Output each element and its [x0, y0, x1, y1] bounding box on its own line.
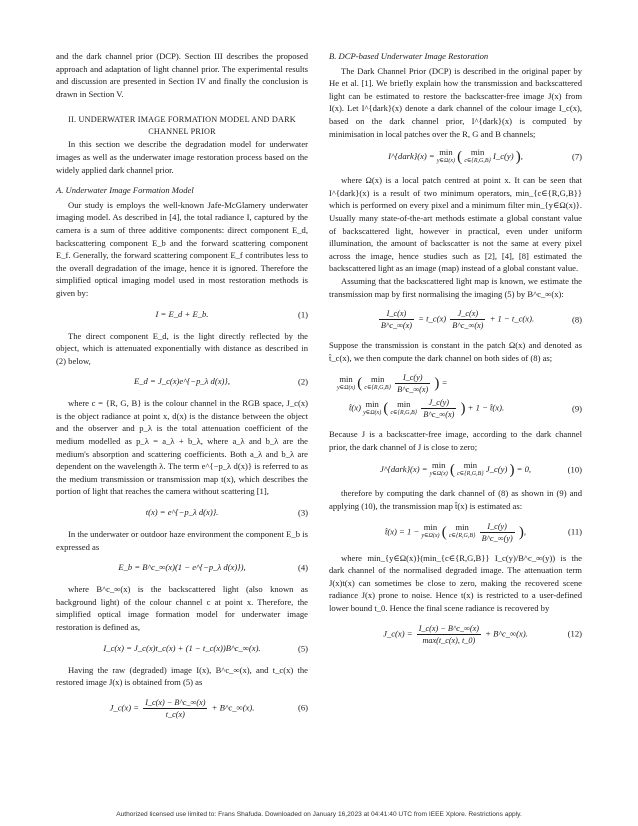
- equation-9-fraction-2: $\frac{J\_c(y)}{B\^{}c\_\infty(x)}$: [423, 398, 455, 420]
- equation-3-number: (3): [297, 507, 308, 518]
- section-paragraph: In this section we describe the degradation model for underwater images as well as the underwater image restoration process based on the widely applied dark channel prior.: [56, 139, 308, 175]
- equation-1: [56, 308, 308, 322]
- equation-6-denominator: t_c(x): [165, 709, 185, 719]
- equation-6-numerator: I_c(x) − B^c_∞(x): [145, 697, 206, 707]
- paragraph-a5: where B^c_∞(x) is the backscattered light (also known as background light) of the colour channel c at point x. Therefore, the simplified optical image formation model for underwater image restoration is defined as,: [56, 584, 308, 632]
- equation-1-body: I = E_d + E_b.: [155, 308, 209, 319]
- equation-6-lhs: J_c(x) =: [109, 702, 140, 713]
- equation-11-fraction: $\frac{I\_c(y)}{B\^{}c\_\infty(y)}$: [481, 521, 513, 543]
- paragraph-b6: therefore by computing the dark channel of (8) as shown in (9) and applying (10), the transmission map t̂(x) is estimated as:: [329, 488, 582, 512]
- equation-3: [56, 506, 308, 520]
- paragraph-b5: Because J is a backscatter-free image, according to the dark channel prior, the dark channel of J is close to zero;: [329, 429, 582, 452]
- equation-7-min-inner: min c∈{R,G,B}: [464, 147, 491, 165]
- equation-12: J_c(x) = $\frac{I\_c(x) - B\^{}c\_\infty(x)}{\max(t\_c(x), t\_0)}$ + B^c_∞(x). (12): [383, 623, 582, 645]
- subsection-b-heading: B. DCP-based Underwater Image Restoration: [329, 51, 489, 61]
- equation-5: [56, 642, 308, 656]
- paragraph-b1: The Dark Channel Prior (DCP) is described in the original paper by He et al. [1]. We briefly explain how the transmission and backscattered light can be estimated to restore the backscatter-free image J(x) from I(x). Let I^{dark}(x) denote a dark channel of the colour image I_c(x), based on the dark channel prior, I^{dark}(x) is computed by minimisation in local patches over the R, G and B channels;: [329, 65, 582, 139]
- paragraph-b2: where Ω(x) is a local patch centred at point x. It can be seen that I^{dark}(x) is a result of two minimum operators, min_{c∈{R,G,B}} which is performed on every pixel and a minimum filter min_{y∈Ω(x)}. Usually many state-of-the-art methods estimate a global constant value of backscattered light, however in practical, even under uniform illumination, the amount of backscatter is not the same at every pixel across the image, hence studies such as [2], [4], [8] estimated the backscattered light as an image (map) instead of a global constant value.: [329, 175, 582, 274]
- equation-7-min-outer: min y∈Ω(x): [436, 147, 455, 165]
- equation-7-tail: I_c(y): [493, 151, 514, 162]
- equation-11: t̂(x) = 1 − min y∈Ω(x) ( min c∈{R,G,B} $\frac{I\_c(y)}{B\^{}c\_\infty(y)}$ ), (11): [384, 521, 582, 543]
- equation-8: $\frac{I\_c(x)}{B\^{}c\_\infty(x)}$ = t_c(x) $\frac{J\_c(x)}{B\^{}c\_\infty(x)}$ + 1 − t_c(x). (8): [380, 309, 582, 331]
- equation-4-number: (4): [297, 562, 308, 573]
- paragraph-a6: Having the raw (degraded) image I(x), B^c_∞(x), and t_c(x) the restored image J(x) is obtained from (5) as: [56, 664, 308, 688]
- section-title: II. UNDERWATER IMAGE FORMATION MODEL AND DARK CHANNEL PRIOR: [68, 115, 296, 137]
- equation-1-number: (1): [297, 309, 308, 320]
- paragraph-b4: Suppose the transmission is constant in the patch Ω(x) and denoted as t̂_c(x), we then compute the dark channel on both sides of (8) as;: [329, 340, 582, 363]
- equation-2-body: E_d = J_c(x)e^{−p_λ d(x)},: [134, 376, 230, 387]
- left-column: [56, 50, 308, 728]
- equation-10: J^{dark}(x) = min y∈Ω(x) ( min c∈{R,G,B} J_c(y) ) = 0, (10): [379, 460, 582, 479]
- paragraph-b3: Assuming that the backscattered light map is known, we estimate the transmission map by first normalising the imaging (5) by B^c_∞(x):: [329, 275, 582, 299]
- equation-9-fraction-1: $\frac{I\_c(y)}{B\^{}c\_\infty(x)}$: [397, 373, 429, 395]
- paragraph-a1: Our study is employs the well-known Jafe-McGlamery underwater imaging model. As described in [4], the total radiance I, captured by the camera is a sum of three additive components: direct component E_d, backscattering component E_b and the forward scattering component E_f. Generally, the forward scattering component E_f contributes less to the overall degradation of the image, hence it is ignored. Therefore the simplified optical imaging model used in most restoration methods is given by:: [56, 199, 308, 298]
- equation-12-number: (12): [567, 628, 582, 639]
- equation-2: [56, 375, 308, 389]
- equation-4-body: E_b = B^c_∞(x)(1 − e^{−p_λ d(x)}),: [118, 562, 246, 573]
- equation-7-number: (7): [571, 151, 582, 162]
- equation-5-number: (5): [297, 643, 308, 654]
- equation-8-number: (8): [571, 314, 582, 325]
- equation-3-body: t(x) = e^{−p_λ d(x)}.: [145, 507, 219, 518]
- right-column: [329, 50, 582, 654]
- paragraph-a3: where c = {R, G, B} is the colour channel in the RGB space, J_c(x) is the object radiance at point x, d(x) is the distance between the object and the observer and p_λ is the total attenuation coefficient of the medium modelled as p_λ = a_λ + b_λ, where a_λ and b_λ are the medium's absorption and scattering coefficients. Both a_λ and b_λ are dependent on the wavelength λ. The term e^{−p_λ d(x)} is referred to as the medium transmission or transmission map t(x), which describes the portion of light that reaches the camera without scattering [1],: [56, 398, 308, 497]
- equation-11-number: (11): [568, 526, 582, 537]
- equation-8-fraction-2: $\frac{J\_c(x)}{B\^{}c\_\infty(x)}$: [452, 309, 484, 331]
- equation-6-rhs: + B^c_∞(x).: [211, 702, 255, 713]
- subsection-a-heading: A. Underwater Image Formation Model: [56, 185, 194, 196]
- equation-6-fraction: [143, 697, 207, 720]
- equation-4: [56, 561, 308, 575]
- paragraph-a2: The direct component E_d, is the light directly reflected by the object, which is attenuated exponentially with distance as described in (2) below,: [56, 330, 308, 366]
- equation-9-line-2: t̂(x) min y∈Ω(x) ( min c∈{R,G,B} $\frac{J\_c(y)}{B\^{}c\_\infty(x)}$ ) + 1 − t̂(x). (9): [349, 398, 582, 420]
- equation-7-lhs: I^{dark}(x) =: [388, 151, 435, 162]
- equation-9-number: (9): [571, 403, 582, 414]
- equation-12-fraction: $\frac{I\_c(x) - B\^{}c\_\infty(x)}{\max(t\_c(x), t\_0)}$: [418, 623, 479, 645]
- equation-9-line-1: min y∈Ω(x) ( min c∈{R,G,B} $\frac{I\_c(y)}{B\^{}c\_\infty(x)}$ ) =: [337, 373, 448, 395]
- license-footer: Authorized licensed use limited to: Frans Shafuda. Downloaded on January 16,2023 at 04:41:40 UTC from IEEE Xplore. Restrictions apply.: [116, 811, 522, 818]
- equation-6: [56, 697, 308, 720]
- equation-7: I^{dark}(x) = min y∈Ω(x) ( min c∈{R,G,B} I_c(y) ), (7): [388, 147, 582, 166]
- equation-2-number: (2): [297, 376, 308, 387]
- equation-5-body: I_c(x) = J_c(x)t_c(x) + (1 − t_c(x))B^c_∞(x).: [103, 642, 261, 653]
- paragraph-a4: In the underwater or outdoor haze environment the component E_b is expressed as: [56, 529, 308, 552]
- paragraph-b7: where min_{y∈Ω(x)}(min_{c∈{R,G,B}} I_c(y)/B^c_∞(y)) is the dark channel of the normalised degraded image. The attenuation term J(x)t(x) can sometimes be close to zero, making the recovered scene radiance J(x) prone to noise. Hence t(x) is restricted to a user-defined lower bound t_0. Hence the final scene radiance is recovered by: [329, 552, 582, 614]
- equation-6-number: (6): [297, 702, 308, 713]
- intro-paragraph: and the dark channel prior (DCP). Section III describes the proposed approach and adaptation of light channel prior. The experimental results and discussion are presented in Section IV and finally the conclusion is drawn in Section V.: [56, 51, 308, 99]
- equation-10-number: (10): [567, 465, 582, 476]
- equation-8-fraction-1: $\frac{I\_c(x)}{B\^{}c\_\infty(x)}$: [380, 309, 412, 331]
